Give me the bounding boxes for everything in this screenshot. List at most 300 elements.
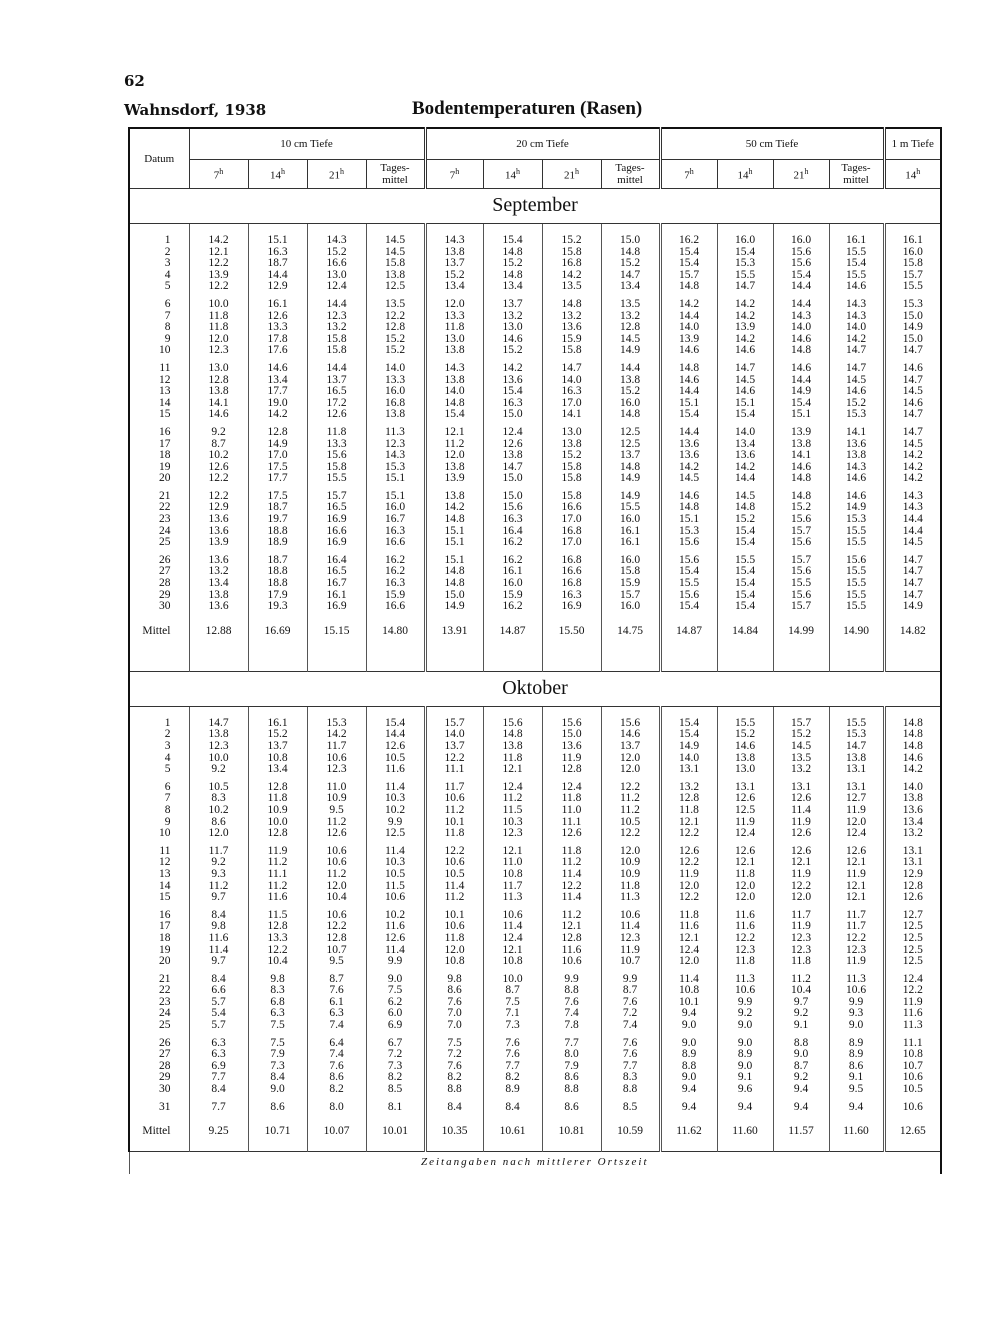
value-cell: 12.4 — [483, 933, 542, 945]
value-cell: 12.6 — [483, 439, 542, 451]
value-cell: 12.8 — [884, 881, 941, 893]
value-cell: 11.7 — [189, 840, 248, 858]
value-cell: 10.71 — [248, 1113, 307, 1152]
depth-50cm-header: 50 cm Tiefe — [660, 128, 884, 160]
value-cell: 15.3 — [829, 514, 884, 526]
value-cell: 16.9 — [307, 537, 366, 549]
value-cell: 14.7 — [542, 357, 601, 375]
value-cell: 12.1 — [717, 857, 773, 869]
value-cell: 15.5 — [829, 718, 884, 730]
value-cell: 15.3 — [660, 526, 717, 538]
value-cell: 13.8 — [601, 375, 660, 387]
value-cell: 15.0 — [483, 473, 542, 485]
value-cell: 16.0 — [884, 247, 941, 259]
value-cell: 9.9 — [717, 997, 773, 1009]
value-cell: 11.5 — [366, 881, 425, 893]
value-cell: 10.2 — [189, 805, 248, 817]
table-row — [129, 881, 941, 893]
value-cell: 13.6 — [542, 741, 601, 753]
day-cell: 22 — [129, 502, 189, 514]
value-cell: 9.2 — [189, 421, 248, 439]
value-cell: 9.1 — [829, 1072, 884, 1084]
value-cell: 16.7 — [307, 578, 366, 590]
value-cell: 13.8 — [829, 450, 884, 462]
value-cell: 12.0 — [307, 881, 366, 893]
day-cell: 29 — [129, 590, 189, 602]
table-row — [129, 462, 941, 474]
value-cell: 17.6 — [248, 345, 307, 357]
value-cell: 12.1 — [542, 921, 601, 933]
value-cell: 15.7 — [773, 718, 829, 730]
value-cell: 13.6 — [483, 375, 542, 387]
value-cell: 14.0 — [773, 322, 829, 334]
value-cell: 15.7 — [773, 526, 829, 538]
value-cell: 7.6 — [307, 985, 366, 997]
value-cell: 17.8 — [248, 334, 307, 346]
value-cell: 14.8 — [483, 247, 542, 259]
value-cell: 12.3 — [773, 945, 829, 957]
value-cell: 5.7 — [189, 997, 248, 1009]
value-cell: 12.1 — [660, 817, 717, 829]
value-cell: 15.2 — [248, 729, 307, 741]
value-cell: 17.7 — [248, 473, 307, 485]
value-cell: 9.5 — [307, 956, 366, 968]
value-cell: 15.7 — [884, 270, 941, 282]
value-cell: 14.5 — [660, 473, 717, 485]
col-20cm-21h: 21$^h$ — [542, 160, 601, 189]
value-cell: 14.8 — [773, 345, 829, 357]
value-cell: 9.2 — [717, 1008, 773, 1020]
value-cell: 17.0 — [542, 537, 601, 549]
value-cell: 15.0 — [542, 729, 601, 741]
value-cell: 8.8 — [601, 1084, 660, 1096]
table-row — [129, 409, 941, 421]
value-cell: 13.8 — [425, 485, 483, 503]
day-cell: 19 — [129, 945, 189, 957]
day-cell: 21 — [129, 968, 189, 986]
value-cell: 13.0 — [717, 764, 773, 776]
value-cell: 15.3 — [884, 293, 941, 311]
value-cell: 14.6 — [829, 473, 884, 485]
value-cell: 14.90 — [829, 613, 884, 651]
value-cell: 12.2 — [307, 921, 366, 933]
value-cell: 11.3 — [366, 421, 425, 439]
value-cell: 13.4 — [601, 281, 660, 293]
value-cell: 9.4 — [660, 1008, 717, 1020]
day-cell: 16 — [129, 421, 189, 439]
value-cell: 15.8 — [542, 345, 601, 357]
value-cell: 16.2 — [483, 549, 542, 567]
value-cell: 11.60 — [717, 1113, 773, 1152]
value-cell: 16.8 — [542, 578, 601, 590]
value-cell: 12.3 — [773, 933, 829, 945]
value-cell: 15.4 — [660, 566, 717, 578]
value-cell: 13.7 — [601, 741, 660, 753]
value-cell: 17.0 — [542, 398, 601, 410]
value-cell: 11.4 — [189, 945, 248, 957]
value-cell: 11.2 — [601, 805, 660, 817]
value-cell: 11.8 — [542, 840, 601, 858]
value-cell: 10.4 — [248, 956, 307, 968]
value-cell: 10.6 — [884, 1096, 941, 1114]
day-cell: 3 — [129, 741, 189, 753]
table-row — [129, 904, 941, 922]
day-cell: 2 — [129, 247, 189, 259]
day-cell: 14 — [129, 881, 189, 893]
value-cell: 13.5 — [542, 281, 601, 293]
value-cell: 14.4 — [248, 270, 307, 282]
value-cell: 14.3 — [829, 293, 884, 311]
value-cell: 11.8 — [189, 322, 248, 334]
value-cell: 14.7 — [189, 718, 248, 730]
value-cell: 12.1 — [829, 881, 884, 893]
datum-header: Datum — [129, 128, 189, 189]
value-cell: 13.6 — [542, 322, 601, 334]
day-cell: 12 — [129, 857, 189, 869]
value-cell: 18.8 — [248, 526, 307, 538]
value-cell: 13.6 — [189, 601, 248, 613]
table-row — [129, 1084, 941, 1096]
table-row — [129, 718, 941, 730]
col-1m-14h: 14$^h$ — [884, 160, 941, 189]
value-cell: 15.8 — [884, 258, 941, 270]
table-row — [129, 1020, 941, 1032]
value-cell: 15.2 — [425, 270, 483, 282]
value-cell: 14.5 — [717, 485, 773, 503]
value-cell: 16.2 — [366, 566, 425, 578]
value-cell: 7.6 — [307, 1061, 366, 1073]
value-cell: 15.4 — [773, 398, 829, 410]
value-cell: 12.2 — [189, 473, 248, 485]
value-cell: 12.8 — [248, 921, 307, 933]
value-cell: 16.0 — [717, 235, 773, 247]
value-cell: 12.5 — [884, 921, 941, 933]
value-cell: 9.0 — [829, 1020, 884, 1032]
value-cell: 9.2 — [773, 1008, 829, 1020]
value-cell: 16.8 — [542, 526, 601, 538]
value-cell: 11.4 — [542, 869, 601, 881]
value-cell: 15.0 — [884, 334, 941, 346]
value-cell: 13.1 — [829, 764, 884, 776]
table-row — [129, 514, 941, 526]
value-cell: 15.8 — [307, 462, 366, 474]
value-cell: 12.7 — [884, 904, 941, 922]
value-cell: 11.4 — [660, 968, 717, 986]
value-cell: 16.8 — [542, 258, 601, 270]
value-cell: 14.7 — [884, 421, 941, 439]
value-cell: 10.8 — [660, 985, 717, 997]
value-cell: 14.3 — [884, 485, 941, 503]
value-cell: 11.9 — [829, 805, 884, 817]
value-cell: 13.8 — [425, 345, 483, 357]
col-10cm-tagesmittel: Tages- mittel — [366, 160, 425, 189]
value-cell: 15.2 — [307, 247, 366, 259]
table-row — [129, 293, 941, 311]
value-cell: 19.3 — [248, 601, 307, 613]
value-cell: 14.6 — [884, 753, 941, 765]
value-cell: 16.3 — [248, 247, 307, 259]
value-cell: 17.5 — [248, 462, 307, 474]
value-cell: 7.9 — [248, 1049, 307, 1061]
value-cell: 15.1 — [425, 537, 483, 549]
value-cell: 15.50 — [542, 613, 601, 651]
value-cell: 16.6 — [307, 526, 366, 538]
value-cell: 8.3 — [248, 985, 307, 997]
value-cell: 15.0 — [884, 311, 941, 323]
value-cell: 12.5 — [717, 805, 773, 817]
table-row — [129, 386, 941, 398]
value-cell: 14.2 — [884, 450, 941, 462]
table-row — [129, 590, 941, 602]
value-cell: 15.8 — [542, 462, 601, 474]
value-cell: 15.6 — [773, 514, 829, 526]
value-cell — [425, 651, 483, 672]
day-cell: 9 — [129, 817, 189, 829]
value-cell: 5.4 — [189, 1008, 248, 1020]
value-cell: 16.6 — [542, 502, 601, 514]
value-cell: 11.9 — [773, 921, 829, 933]
value-cell: 16.4 — [483, 526, 542, 538]
value-cell: 15.1 — [717, 398, 773, 410]
value-cell: 13.8 — [829, 753, 884, 765]
value-cell: 9.3 — [829, 1008, 884, 1020]
value-cell: 15.2 — [542, 235, 601, 247]
value-cell: 11.2 — [425, 892, 483, 904]
value-cell: 14.87 — [660, 613, 717, 651]
table-row — [129, 921, 941, 933]
value-cell: 13.9 — [660, 334, 717, 346]
value-cell: 13.7 — [483, 293, 542, 311]
value-cell: 15.8 — [542, 485, 601, 503]
value-cell: 15.1 — [660, 514, 717, 526]
value-cell: 11.2 — [307, 869, 366, 881]
value-cell: 13.8 — [884, 793, 941, 805]
value-cell: 6.3 — [307, 1008, 366, 1020]
value-cell: 8.6 — [189, 817, 248, 829]
value-cell: 14.4 — [660, 311, 717, 323]
value-cell: 11.8 — [660, 805, 717, 817]
value-cell: 7.1 — [483, 1008, 542, 1020]
value-cell: 15.4 — [660, 729, 717, 741]
value-cell: 15.7 — [425, 718, 483, 730]
value-cell: 15.3 — [717, 258, 773, 270]
value-cell: 13.5 — [773, 753, 829, 765]
value-cell: 15.0 — [425, 590, 483, 602]
table-row — [129, 439, 941, 451]
value-cell: 14.9 — [425, 601, 483, 613]
table-row — [129, 933, 941, 945]
value-cell: 13.2 — [773, 764, 829, 776]
value-cell: 15.8 — [601, 566, 660, 578]
value-cell: 6.3 — [189, 1049, 248, 1061]
value-cell: 11.57 — [773, 1113, 829, 1152]
value-cell: 14.6 — [248, 357, 307, 375]
value-cell: 15.4 — [829, 258, 884, 270]
value-cell — [189, 651, 248, 672]
value-cell: 11.7 — [307, 741, 366, 753]
value-cell: 13.4 — [717, 439, 773, 451]
value-cell: 14.2 — [717, 293, 773, 311]
value-cell: 14.9 — [601, 473, 660, 485]
day-cell: 13 — [129, 386, 189, 398]
value-cell: 8.6 — [307, 1072, 366, 1084]
value-cell: 14.8 — [483, 270, 542, 282]
value-cell: 10.1 — [425, 904, 483, 922]
value-cell: 13.6 — [189, 526, 248, 538]
footer-note: Zeitangaben nach mittlerer Ortszeit — [129, 1152, 941, 1175]
value-cell: 8.9 — [829, 1049, 884, 1061]
value-cell: 13.2 — [483, 311, 542, 323]
value-cell: 10.6 — [884, 1072, 941, 1084]
day-cell: 2 — [129, 729, 189, 741]
day-cell: 30 — [129, 601, 189, 613]
value-cell: 7.5 — [425, 1032, 483, 1050]
value-cell: 12.6 — [366, 741, 425, 753]
value-cell: 14.5 — [366, 247, 425, 259]
value-cell: 15.6 — [542, 718, 601, 730]
page-title: Bodentemperaturen (Rasen) — [412, 98, 643, 119]
value-cell: 12.8 — [248, 421, 307, 439]
value-cell: 12.6 — [307, 409, 366, 421]
value-cell: 13.8 — [425, 462, 483, 474]
value-cell: 6.1 — [307, 997, 366, 1009]
value-cell: 12.0 — [717, 881, 773, 893]
value-cell: 13.8 — [483, 741, 542, 753]
value-cell: 10.9 — [601, 857, 660, 869]
value-cell: 15.5 — [829, 537, 884, 549]
value-cell: 14.8 — [601, 409, 660, 421]
value-cell: 13.0 — [483, 322, 542, 334]
value-cell: 7.5 — [248, 1020, 307, 1032]
value-cell: 11.3 — [717, 968, 773, 986]
value-cell: 12.1 — [483, 945, 542, 957]
day-cell: 1 — [129, 235, 189, 247]
value-cell: 8.8 — [542, 985, 601, 997]
day-cell: 17 — [129, 439, 189, 451]
value-cell: 14.0 — [366, 357, 425, 375]
col-50cm-14h: 14$^h$ — [717, 160, 773, 189]
value-cell: 14.2 — [660, 293, 717, 311]
value-cell: 14.3 — [425, 235, 483, 247]
value-cell: 15.3 — [829, 729, 884, 741]
value-cell: 14.87 — [483, 613, 542, 651]
value-cell: 13.9 — [189, 537, 248, 549]
value-cell: 7.3 — [366, 1061, 425, 1073]
value-cell: 16.3 — [483, 514, 542, 526]
value-cell: 12.6 — [717, 793, 773, 805]
value-cell: 9.1 — [717, 1072, 773, 1084]
value-cell: 12.4 — [483, 421, 542, 439]
value-cell: 15.4 — [717, 526, 773, 538]
value-cell: 14.80 — [366, 613, 425, 651]
value-cell: 15.2 — [717, 729, 773, 741]
value-cell: 7.6 — [425, 1061, 483, 1073]
value-cell: 9.2 — [189, 764, 248, 776]
value-cell: 16.1 — [601, 537, 660, 549]
value-cell: 10.01 — [366, 1113, 425, 1152]
value-cell: 12.6 — [542, 828, 601, 840]
value-cell: 13.3 — [307, 439, 366, 451]
value-cell: 9.0 — [717, 1020, 773, 1032]
value-cell: 10.3 — [366, 793, 425, 805]
day-cell: 25 — [129, 1020, 189, 1032]
value-cell: 14.1 — [189, 398, 248, 410]
value-cell: 11.8 — [483, 753, 542, 765]
value-cell: 7.2 — [425, 1049, 483, 1061]
value-cell: 14.8 — [425, 566, 483, 578]
value-cell: 7.4 — [307, 1020, 366, 1032]
value-cell: 16.6 — [307, 258, 366, 270]
value-cell: 12.2 — [189, 485, 248, 503]
value-cell: 12.5 — [884, 956, 941, 968]
value-cell: 9.3 — [189, 869, 248, 881]
value-cell: 15.5 — [717, 718, 773, 730]
value-cell: 11.60 — [829, 1113, 884, 1152]
value-cell: 6.6 — [189, 985, 248, 997]
value-cell: 6.9 — [189, 1061, 248, 1073]
value-cell: 11.9 — [717, 817, 773, 829]
value-cell: 8.6 — [542, 1072, 601, 1084]
value-cell: 12.2 — [542, 881, 601, 893]
value-cell: 13.6 — [660, 439, 717, 451]
value-cell: 15.9 — [542, 334, 601, 346]
value-cell: 11.9 — [829, 956, 884, 968]
value-cell: 12.4 — [717, 828, 773, 840]
value-cell: 14.7 — [884, 578, 941, 590]
value-cell: 14.0 — [425, 386, 483, 398]
value-cell: 12.0 — [717, 892, 773, 904]
value-cell: 14.6 — [660, 375, 717, 387]
value-cell: 11.1 — [248, 869, 307, 881]
value-cell: 7.6 — [425, 997, 483, 1009]
value-cell: 13.91 — [425, 613, 483, 651]
value-cell: 9.1 — [773, 1020, 829, 1032]
value-cell: 10.1 — [425, 817, 483, 829]
value-cell: 13.8 — [773, 439, 829, 451]
value-cell: 12.3 — [307, 764, 366, 776]
value-cell: 13.7 — [425, 258, 483, 270]
value-cell: 12.1 — [660, 933, 717, 945]
value-cell: 12.6 — [829, 840, 884, 858]
value-cell: 10.8 — [483, 869, 542, 881]
value-cell: 8.3 — [601, 1072, 660, 1084]
value-cell: 7.7 — [542, 1032, 601, 1050]
value-cell: 17.0 — [542, 514, 601, 526]
value-cell: 15.4 — [717, 578, 773, 590]
value-cell: 13.4 — [483, 281, 542, 293]
day-cell: 9 — [129, 334, 189, 346]
value-cell — [773, 651, 829, 672]
value-cell: 16.2 — [660, 235, 717, 247]
value-cell: 10.5 — [601, 817, 660, 829]
value-cell: 15.9 — [483, 590, 542, 602]
value-cell: 15.3 — [307, 718, 366, 730]
value-cell: 16.1 — [307, 590, 366, 602]
value-cell: 8.7 — [601, 985, 660, 997]
table-row — [129, 1061, 941, 1073]
value-cell: 7.5 — [483, 997, 542, 1009]
value-cell: 8.6 — [829, 1061, 884, 1073]
value-cell: 12.3 — [601, 933, 660, 945]
table-row — [129, 566, 941, 578]
value-cell: 11.2 — [248, 857, 307, 869]
value-cell: 9.5 — [307, 805, 366, 817]
value-cell: 7.4 — [542, 1008, 601, 1020]
value-cell: 8.7 — [773, 1061, 829, 1073]
value-cell: 16.4 — [307, 549, 366, 567]
value-cell: 15.4 — [425, 409, 483, 421]
value-cell — [884, 651, 941, 672]
